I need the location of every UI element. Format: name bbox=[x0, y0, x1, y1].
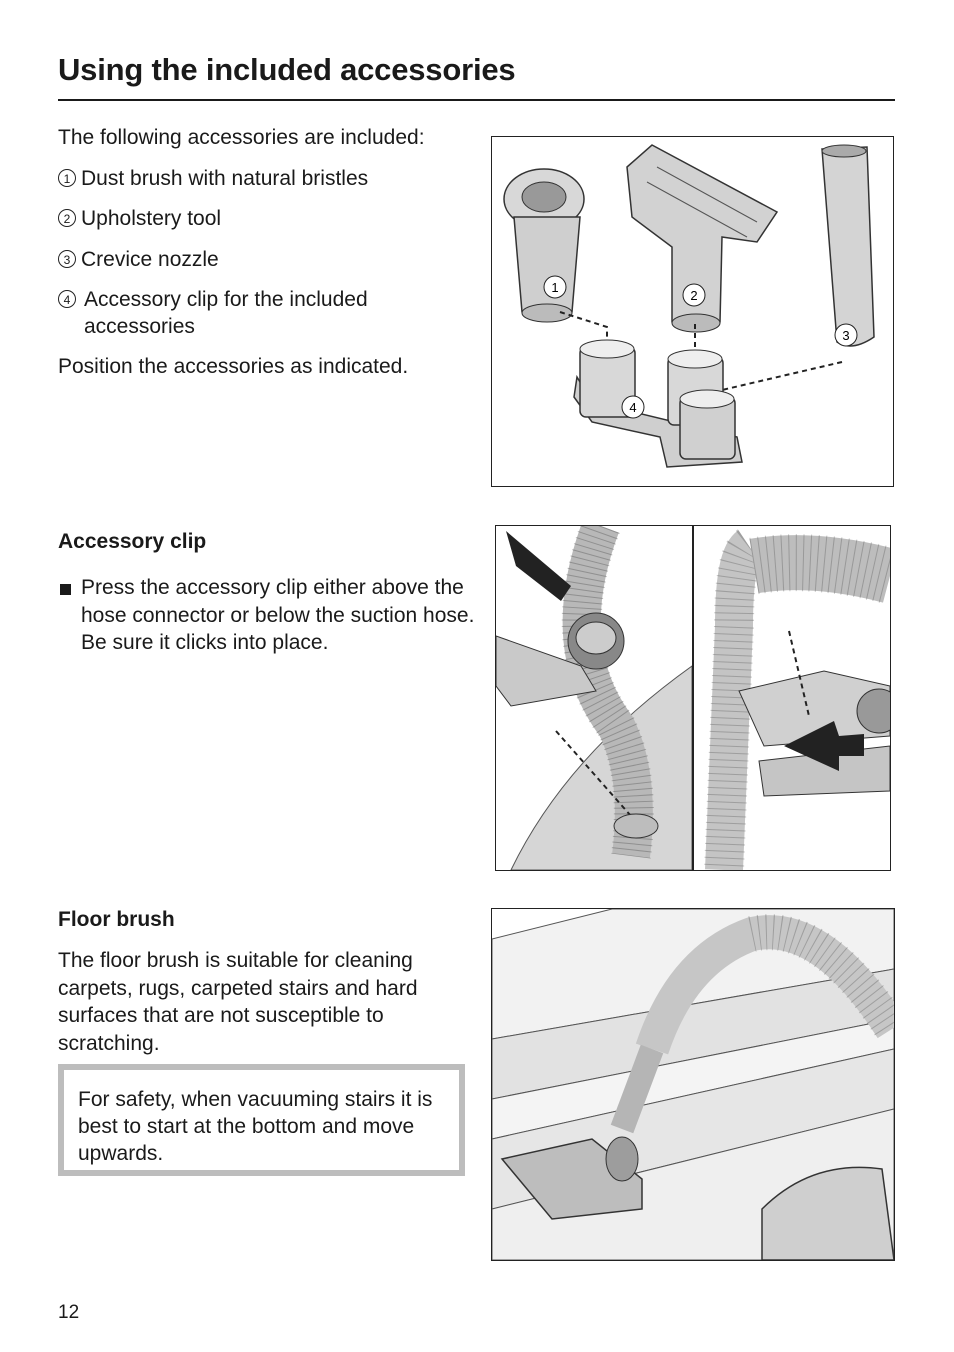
callout-1: 1 bbox=[551, 280, 559, 295]
position-text: Position the accessories as indicated. bbox=[58, 355, 409, 378]
instruction-text: Press the accessory clip either above the hose connector or below the suction hose. Be sure it clicks into place. bbox=[81, 576, 475, 654]
floor-brush-description: The floor brush is suitable for cleaning carpets, rugs, carpeted stairs and hard surfaces that are not susceptible to scratching. bbox=[58, 949, 418, 1055]
accessory-label: Crevice nozzle bbox=[81, 248, 219, 271]
bullet-square-icon bbox=[60, 584, 71, 595]
accessory-item-4 bbox=[58, 286, 438, 340]
callout-4: 4 bbox=[629, 400, 637, 415]
accessory-item-3 bbox=[58, 246, 219, 273]
floor-brush-heading: Floor brush bbox=[58, 908, 175, 931]
accessory-clip-illustration bbox=[574, 340, 742, 467]
dust-brush-illustration bbox=[504, 169, 584, 322]
callout-number: 3 bbox=[58, 250, 76, 268]
crevice-nozzle-illustration bbox=[822, 145, 874, 346]
accessory-item-1 bbox=[58, 165, 368, 192]
safety-note bbox=[58, 1064, 465, 1176]
callout-3: 3 bbox=[842, 328, 850, 343]
accessory-clip-heading: Accessory clip bbox=[58, 530, 207, 553]
accessory-label: Upholstery tool bbox=[81, 207, 222, 230]
safety-note-text: For safety, when vacuuming stairs it is best to start at the bottom and move upwards. bbox=[64, 1070, 459, 1170]
page-title: Using the included accessories bbox=[58, 52, 516, 87]
accessory-item-2 bbox=[58, 205, 221, 232]
callout-number: 4 bbox=[58, 290, 76, 308]
accessories-figure bbox=[491, 136, 894, 487]
title-rule bbox=[58, 99, 895, 101]
page-number: 12 bbox=[58, 1302, 80, 1323]
callout-number: 2 bbox=[58, 209, 76, 227]
floor-brush-stairs-figure bbox=[491, 908, 895, 1261]
press-arrow-icon bbox=[506, 531, 571, 601]
accessory-clip-instruction bbox=[58, 574, 478, 657]
accessory-label: Dust brush with natural bristles bbox=[81, 167, 369, 190]
callout-number: 1 bbox=[58, 169, 76, 187]
callout-2: 2 bbox=[690, 288, 698, 303]
clip-below-hose-figure bbox=[693, 525, 891, 871]
accessory-label: Accessory clip for the included accessories bbox=[84, 288, 368, 338]
clip-above-connector-figure bbox=[495, 525, 693, 871]
intro-text: The following accessories are included: bbox=[58, 126, 425, 149]
upholstery-tool-illustration bbox=[627, 145, 777, 332]
